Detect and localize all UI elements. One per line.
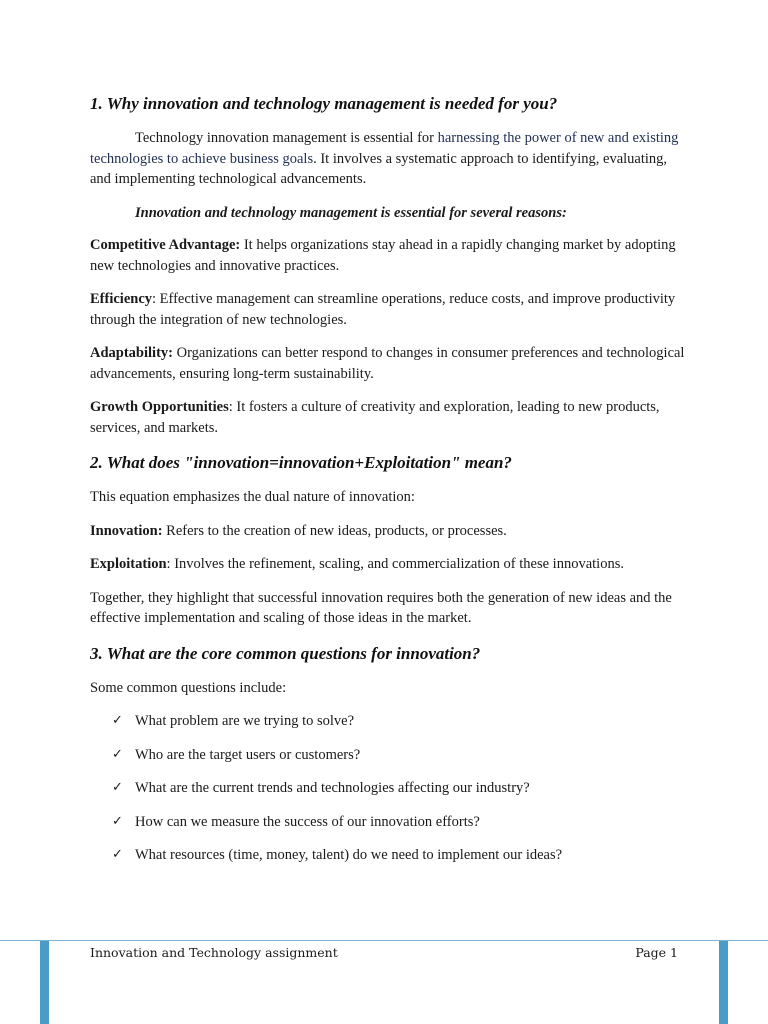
page-number: Page 1 [635,945,678,960]
definition-text: : Involves the refinement, scaling, and commercialization of these innovations. [166,556,624,572]
section3-intro: Some common questions include: [90,679,287,696]
reason-text: It helps organizations stay ahead in a rapidly changing market by adopting new technologies and innovative practices. [90,237,676,274]
reason-term: Efficiency [90,291,153,307]
section2-intro: This equation emphasizes the dual nature of innovation: [90,489,415,505]
reasons-title: Innovation and technology management is essential for several reasons: [135,204,567,221]
section2-heading: 2. What does "innovation=innovation+Exploitation" mean? [90,453,512,472]
intro-highlight-link[interactable]: harnessing the power of new and existing technologies to achieve business goals [90,130,679,167]
reason-term: Adaptability: [90,345,173,361]
footer-divider [0,940,768,941]
section1-heading: 1. Why innovation and technology management is needed for you? [90,94,558,113]
checkmark-icon: ✓ [112,746,123,762]
intro-text-start: Technology innovation management is essential for [135,130,438,146]
definition-innovation [90,521,690,542]
reason-term: Competitive Advantage: [90,237,241,253]
footer-title: Innovation and Technology assignment [90,945,338,960]
reason-adaptability [90,343,690,384]
reason-text: : Effective management can streamline operations, reduce costs, and improve productivity through the integration of new technologies. [90,291,676,328]
definition-exploitation [90,554,690,575]
list-item [90,745,690,765]
question-text: Who are the target users or customers? [135,746,361,763]
list-item [90,778,690,798]
list-item [90,812,690,832]
checkmark-icon: ✓ [112,780,123,795]
reason-competitive-advantage [90,235,690,276]
section3-heading: 3. What are the core common questions for innovation? [90,643,481,663]
list-item [90,711,690,731]
definition-term: Exploitation [90,556,167,572]
definition-text: Refers to the creation of new ideas, products, or processes. [162,522,507,539]
reason-text: : It fosters a culture of creativity and exploration, leading to new products, services, and markets. [90,399,660,436]
section2-conclusion: Together, they highlight that successful innovation requires both the generation of new ideas and the effective implementation and scaling of those ideas in the market. [90,589,672,626]
question-text: What are the current trends and technologies affecting our industry? [135,780,530,796]
question-text: What problem are we trying to solve? [135,713,355,729]
reason-term: Growth Opportunities [90,399,229,415]
questions-list [90,711,690,865]
checkmark-icon: ✓ [112,713,123,728]
checkmark-icon: ✓ [112,847,123,862]
list-item [90,845,690,865]
intro-text-end: . It involves a systematic approach to identifying, evaluating, and implementing technological advancements. [90,150,668,187]
question-text: How can we measure the success of our innovation efforts? [135,813,480,830]
checkmark-icon: ✓ [112,813,123,829]
section1-intro [90,128,690,190]
footer-left-bar [40,941,49,1024]
definition-term: Innovation: [90,522,163,539]
question-text: What resources (time, money, talent) do we need to implement our ideas? [135,847,563,863]
footer-right-bar [719,941,728,1024]
reason-growth-opportunities [90,397,690,438]
reason-efficiency [90,289,690,330]
page-body [90,92,690,879]
reason-text: Organizations can better respond to changes in consumer preferences and technological advancements, ensuring long-term sustainability. [90,345,685,382]
